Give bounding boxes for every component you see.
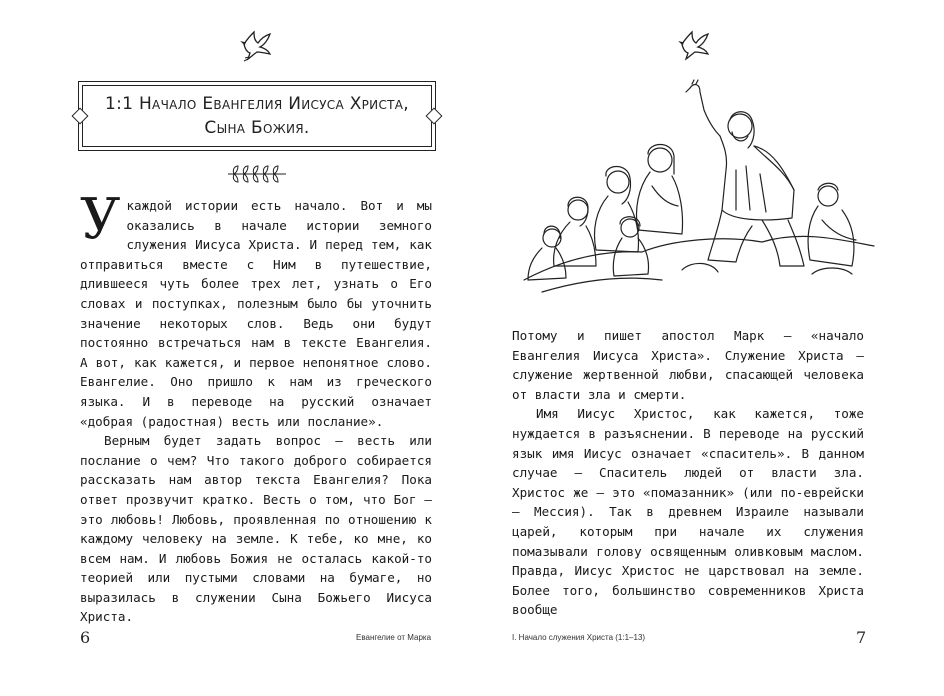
chapter-title: 1:1 Начало Евангелия Иисуса Христа, Сына Божия. (105, 94, 409, 138)
right-body-text (512, 326, 864, 620)
paragraph (80, 187, 432, 431)
laurel-icon (226, 162, 288, 190)
jesus-teaching-illustration (522, 70, 882, 314)
paragraph-text: каждой истории есть начало. Вот и мы оказались в начале истории земного служения Иисуса Христа. И перед тем, как отправиться вместе с Ним в путешествие, длившееся чуть более трех лет, узнать о Его словах и поступках, полезным было бы уточнить значение некоторых слов. Ведь они будут постоянно встречаться нам в тексте Евангелия. А вот, как кажется, и первое непонятное слово. Евангелие. Оно пришло к нам из греческого языка. И в переводе на русский означает «добрая (радостная) весть или послание». (80, 198, 432, 429)
left-body-text (80, 187, 432, 627)
drop-cap: У (80, 187, 121, 252)
right-page (472, 0, 944, 696)
paragraph: Потому и пишет апостол Марк — «начало Евангелия Иисуса Христа». Служение Христа — служение жертвенной любви, спасающей человека от власти зла и смерти. (512, 328, 864, 402)
page-number: 6 (80, 628, 91, 647)
page-number: 7 (856, 628, 867, 647)
paragraph: Имя Иисус Христос, как кажется, тоже нуждается в разъяснении. В переводе на русский язык имя Иисус означает «спаситель». В данном случае — Спаситель людей от власти зла. Христос же — это «помазанник» (или по-еврейски — Мессия). Так в древнем Израиле называли царей, которым при начале их служения помазывали голову освященным оливковым маслом. Правда, Иисус Христос не царствовал на земле. Более того, большинство современников Христа вообще (512, 406, 864, 618)
running-header: Евангелие от Марка (356, 633, 432, 642)
chapter-title-frame (82, 85, 432, 147)
dove-icon (240, 30, 274, 62)
running-header: I. Начало служения Христа (1:1–13) (512, 633, 646, 642)
paragraph: Верным будет задать вопрос — весть или послание о чем? Что такого доброго собирается рассказать нам автор текста Евангелия? Пока ответ прозвучит кратко. Весть о том, что Бог — это любовь! Любовь, проявленная по отношению к каждому человеку на земле. К тебе, ко мне, ко всем нам. И любовь Божия не осталась какой-то теорией или пустыми словами на бумаге, но выразилась в служении Сына Божьего Иисуса Христа. (80, 433, 432, 625)
dove-icon (678, 30, 712, 62)
